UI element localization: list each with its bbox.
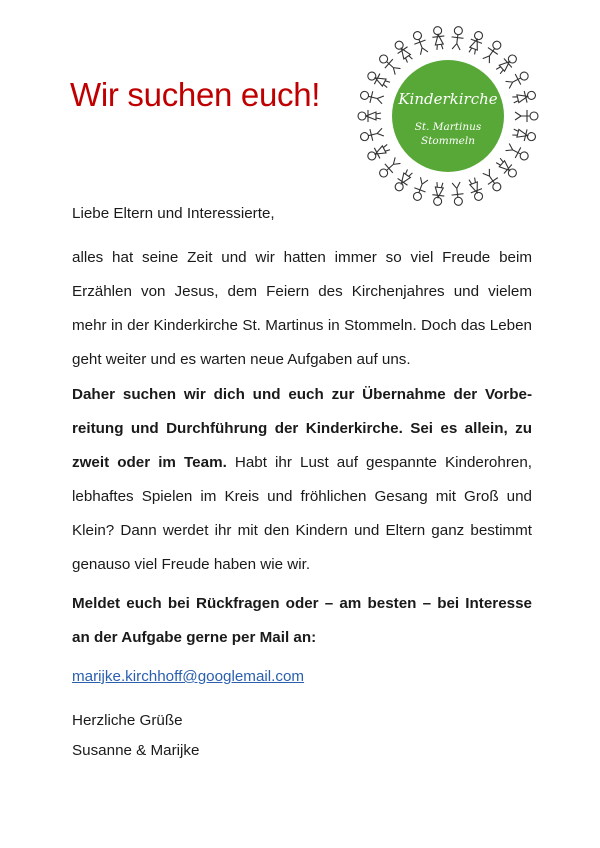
child-figure: [377, 156, 402, 180]
email-line: [72, 660, 532, 694]
child-figure: [494, 52, 519, 76]
logo-line1: St. Martinus: [414, 121, 482, 133]
child-figure: [359, 89, 384, 106]
main-paragraph-rest: Habt ihr Lust auf gespannte Kinderohren, lebhaftes Spielen im Kreis und fröhlichen Gesang mit Groß und Klein? Dann werdet ihr mit den Kindern und Eltern ganz bestimmt genauso viel Freude haben wie wir.: [72, 454, 532, 573]
child-figure: [505, 142, 531, 163]
page-title: Wir suchen euch!: [70, 76, 321, 113]
child-figure: [365, 69, 391, 90]
child-figure: [515, 110, 538, 122]
child-figure: [358, 110, 381, 122]
closing: [72, 706, 532, 766]
logo-name: Kinderkirche: [398, 90, 498, 108]
child-figure: [410, 30, 429, 56]
children-ring-icon: [350, 18, 546, 214]
child-figure: [359, 126, 384, 143]
callout-paragraph: Meldet euch bei Rückfragen oder – am besten – bei Interesse an der Aufgabe gerne per Mail an:: [72, 595, 532, 646]
child-figure: [392, 39, 415, 65]
kinderkirche-logo: [350, 18, 546, 214]
child-figure: [392, 168, 415, 194]
child-figure: [494, 156, 519, 180]
child-figure: [377, 52, 402, 76]
child-figure: [481, 39, 504, 65]
child-figure: [505, 69, 531, 90]
child-figure: [481, 168, 504, 194]
child-figure: [466, 30, 485, 56]
child-figure: [365, 142, 391, 163]
greeting: Liebe Eltern und Interessierte,: [72, 205, 275, 222]
child-figure: [431, 26, 446, 50]
closing-line1: Herzliche Grüße: [72, 712, 183, 729]
closing-signature: Susanne & Marijke: [72, 742, 200, 759]
child-figure: [512, 126, 537, 143]
logo-line2: Stommeln: [421, 135, 475, 147]
main-paragraph: [72, 378, 532, 582]
intro-paragraph: alles hat seine Zeit und wir hatten immer so viel Freude beim Erzählen von Jesus, dem Feiern des Kirchenjahres und vielem mehr in der Kinderkirche St. Martinus in Stommeln. Doch das Leben geht weiter und es warten neue Aufgaben auf uns.: [72, 249, 532, 368]
main-paragraph-bold: Daher suchen wir dich und euch zur Übernahme der Vorbereitung und Durchführung der Kinderkirche. Sei es allein, zu zweit oder im Team.: [72, 386, 532, 471]
child-figure: [512, 89, 537, 106]
logo-green-circle: [392, 60, 504, 172]
child-figure: [450, 26, 465, 50]
email-link[interactable]: marijke.kirchhoff@googlemail.com: [72, 668, 305, 685]
